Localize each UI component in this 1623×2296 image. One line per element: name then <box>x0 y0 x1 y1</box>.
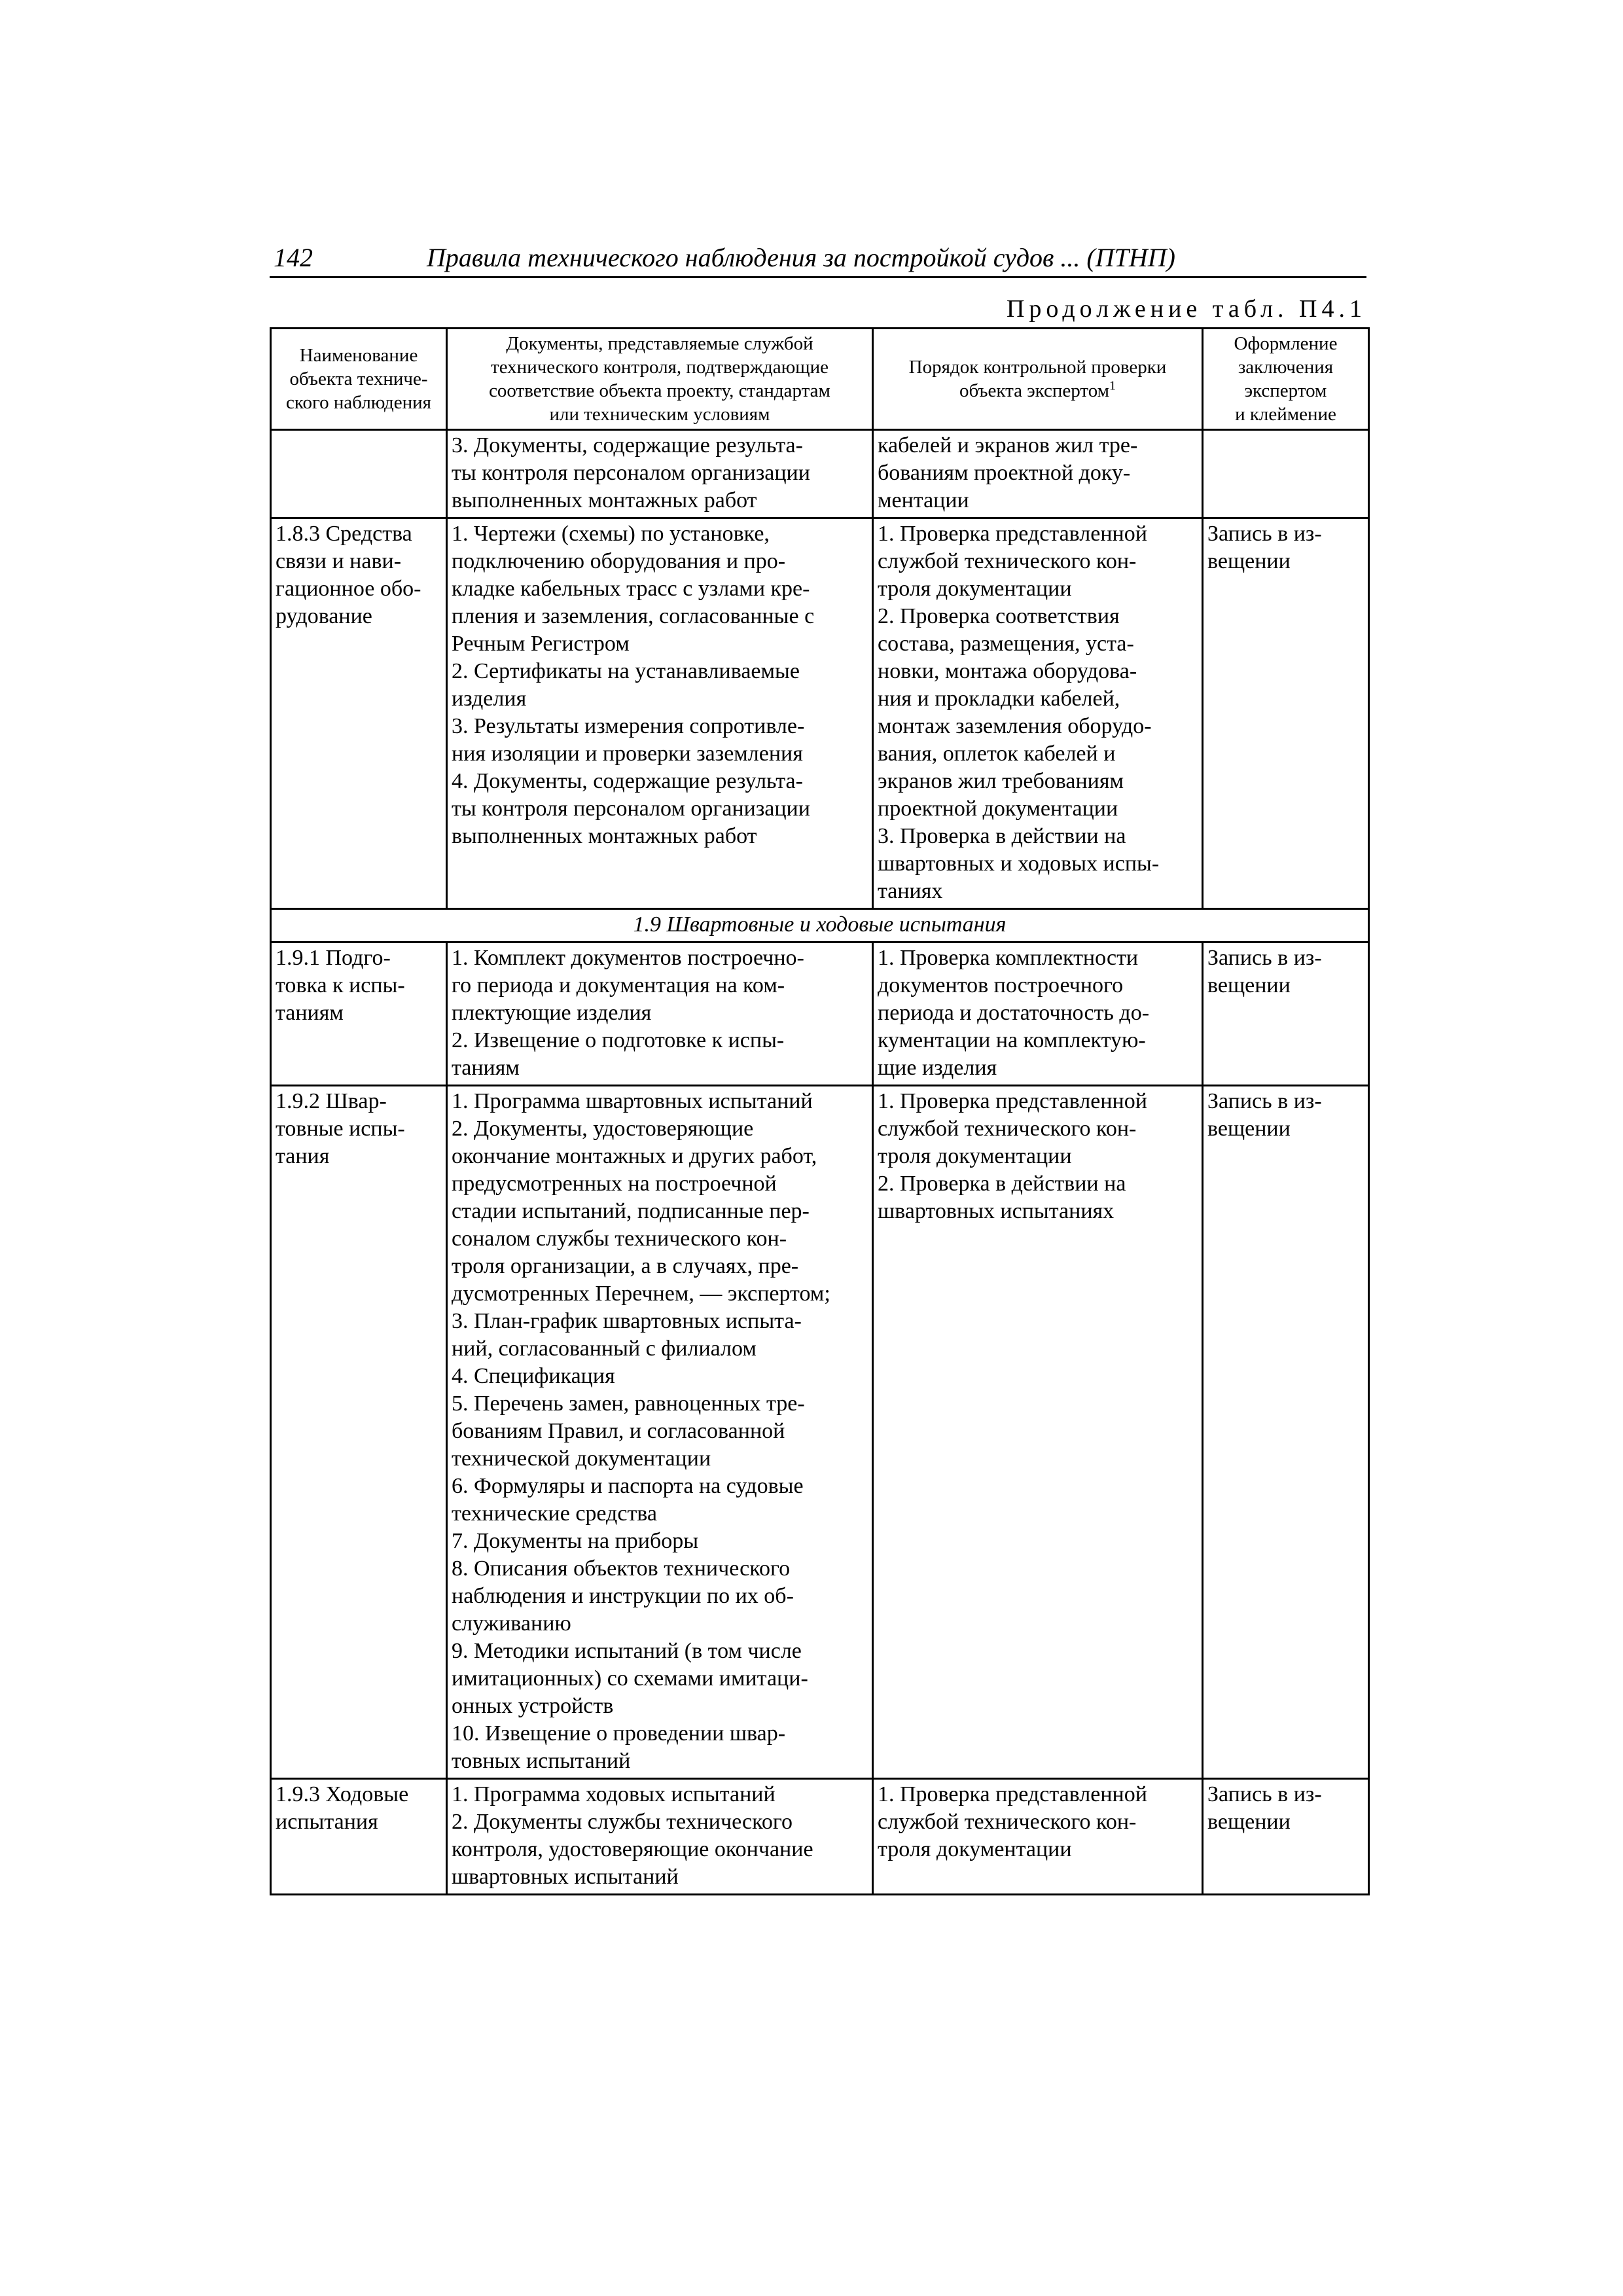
cell-text-line: новки, монтажа оборудова- <box>878 659 1137 683</box>
cell-text-line: экспертом <box>1244 380 1327 401</box>
cell-text-line: троля документации <box>878 1837 1072 1861</box>
cell-text-line: гационное обо- <box>276 577 421 601</box>
cell-text-line: 1.8.3 Средства <box>276 522 412 546</box>
cell-text-line: технического контроля, подтверждающие <box>491 357 829 378</box>
cell-text-line: 3. Результаты измерения сопротивле- <box>452 714 805 738</box>
cell-text-line: 1. Проверка представленной <box>878 1782 1147 1806</box>
cell-text-line: 4. Документы, содержащие результа- <box>452 769 803 793</box>
table-row <box>271 1779 1369 1895</box>
cell-text-line: товка к испы- <box>276 973 405 997</box>
cell-text-line: изделия <box>452 687 527 711</box>
object-cell <box>271 942 447 1086</box>
cell-text-line: Речным Регистром <box>452 632 630 656</box>
running-header <box>270 242 1366 278</box>
documents-cell <box>447 1086 873 1779</box>
conclusion-cell <box>1203 942 1369 1086</box>
cell-text-line: 5. Перечень замен, равноценных тре- <box>452 1391 805 1416</box>
cell-text-line: Оформление <box>1234 333 1338 354</box>
cell-text-line: 3. План-график швартовных испыта- <box>452 1309 802 1333</box>
requirements-table <box>270 327 1370 1895</box>
cell-text-line: соответствие объекта проекту, стандартам <box>489 380 830 401</box>
cell-text-line: ты контроля персоналом организации <box>452 461 810 485</box>
cell-text-line: пления и заземления, согласованные с <box>452 604 815 628</box>
cell-text-line: кабелей и экранов жил тре- <box>878 433 1138 457</box>
cell-text-line: швартовных испытаний <box>452 1865 679 1889</box>
object-cell <box>271 1779 447 1895</box>
cell-text-line: вещении <box>1207 1117 1291 1141</box>
cell-text-line: технические средства <box>452 1501 658 1526</box>
cell-text-line: швартовных испытаниях <box>878 1199 1115 1223</box>
cell-text-line: товные испы- <box>276 1117 405 1141</box>
cell-text-line: ментации <box>878 488 969 512</box>
cell-text-line: или техническим условиям <box>549 404 770 425</box>
object-cell <box>271 430 447 518</box>
cell-text-line: стадии испытаний, подписанные пер- <box>452 1199 810 1223</box>
check-procedure-cell <box>873 518 1203 909</box>
table-row <box>271 518 1369 909</box>
cell-text-line: рудование <box>276 604 372 628</box>
cell-text-line: бованиям проектной доку- <box>878 461 1131 485</box>
cell-text-line: троля документации <box>878 577 1072 601</box>
check-procedure-cell <box>873 1779 1203 1895</box>
cell-text-line: Запись в из- <box>1207 1782 1322 1806</box>
cell-text-line: вания, оплеток кабелей и <box>878 742 1116 766</box>
cell-text-line: 1. Программа ходовых испытаний <box>452 1782 776 1806</box>
cell-text-line: тания <box>276 1144 330 1168</box>
cell-text-line: 9. Методики испытаний (в том числе <box>452 1639 802 1663</box>
cell-text-line: службой технического кон- <box>878 1810 1137 1834</box>
object-cell <box>271 518 447 909</box>
cell-text-line: 2. Документы службы технического <box>452 1810 793 1834</box>
documents-cell <box>447 430 873 518</box>
cell-text-line: таниям <box>276 1001 344 1025</box>
check-procedure-cell <box>873 942 1203 1086</box>
conclusion-cell <box>1203 430 1369 518</box>
cell-text-line: состава, размещения, уста- <box>878 632 1134 656</box>
cell-text-line: соналом службы технического кон- <box>452 1227 787 1251</box>
cell-text-line: служиванию <box>452 1611 571 1636</box>
cell-text-line: товных испытаний <box>452 1749 631 1773</box>
cell-text-line: 2. Проверка соответствия <box>878 604 1120 628</box>
cell-text-line: Порядок контрольной проверки <box>908 357 1167 378</box>
column-header-conclusion <box>1203 329 1369 430</box>
cell-text-line: предусмотренных на построечной <box>452 1172 777 1196</box>
cell-text-line: периода и достаточность до- <box>878 1001 1150 1025</box>
cell-text-line: монтаж заземления оборудо- <box>878 714 1152 738</box>
check-procedure-cell <box>873 430 1203 518</box>
cell-text-line: контроля, удостоверяющие окончание <box>452 1837 813 1861</box>
cell-text-line: выполненных монтажных работ <box>452 824 757 848</box>
cell-text-line: Запись в из- <box>1207 1089 1322 1113</box>
cell-text-line: объекта техниче- <box>289 368 428 389</box>
cell-text-line: 1. Программа швартовных испытаний <box>452 1089 813 1113</box>
cell-text-line: 2. Проверка в действии на <box>878 1172 1126 1196</box>
cell-text-line: плектующие изделия <box>452 1001 652 1025</box>
cell-text-line: дусмотренных Перечнем, — экспертом; <box>452 1282 830 1306</box>
cell-text-line: 1. Проверка представленной <box>878 522 1147 546</box>
cell-text-line: Запись в из- <box>1207 522 1322 546</box>
cell-text-line: кументации на комплектую- <box>878 1028 1146 1052</box>
cell-text-line: 7. Документы на приборы <box>452 1529 699 1553</box>
column-header-check-procedure <box>873 329 1203 430</box>
cell-text-line: заключения <box>1238 357 1334 378</box>
cell-text-line: онных устройств <box>452 1694 614 1718</box>
table-header-row <box>271 329 1369 430</box>
cell-text-line: службой технического кон- <box>878 1117 1137 1141</box>
cell-text-line: ний, согласованный с филиалом <box>452 1336 757 1361</box>
cell-text-line: и клеймение <box>1235 404 1336 425</box>
cell-text-line: имитационных) со схемами имитаци- <box>452 1666 808 1691</box>
table-row <box>271 430 1369 518</box>
cell-text-line: 1. Комплект документов построечно- <box>452 946 804 970</box>
cell-text-line: швартовных и ходовых испы- <box>878 852 1160 876</box>
footnote-marker: 1 <box>1109 379 1116 393</box>
section-row <box>271 909 1369 942</box>
cell-text-line: 10. Извещение о проведении швар- <box>452 1721 786 1746</box>
cell-text-line: Документы, представляемые службой <box>506 333 813 354</box>
cell-text-line: ния изоляции и проверки заземления <box>452 742 803 766</box>
cell-text-line: вещении <box>1207 973 1291 997</box>
cell-text-line: экранов жил требованиям <box>878 769 1124 793</box>
conclusion-cell <box>1203 1086 1369 1779</box>
cell-text-line: Наименование <box>299 345 418 366</box>
object-cell <box>271 1086 447 1779</box>
cell-text-line: троля документации <box>878 1144 1072 1168</box>
cell-text-line: бованиям Правил, и согласованной <box>452 1419 785 1443</box>
cell-text-line: 6. Формуляры и паспорта на судовые <box>452 1474 804 1498</box>
cell-text-line: 1.9.2 Швар- <box>276 1089 387 1113</box>
cell-text-line: испытания <box>276 1810 378 1834</box>
cell-text-line: выполненных монтажных работ <box>452 488 757 512</box>
cell-text-line: объекта экспертом$^1$ <box>959 379 1116 401</box>
check-procedure-cell <box>873 1086 1203 1779</box>
section-title: 1.9 Швартовные и ходовые испытания <box>271 909 1369 942</box>
column-header-documents <box>447 329 873 430</box>
column-header-object <box>271 329 447 430</box>
documents-cell <box>447 942 873 1086</box>
cell-text-line: 2. Документы, удостоверяющие <box>452 1117 754 1141</box>
cell-text-line: наблюдения и инструкции по их об- <box>452 1584 794 1608</box>
cell-text-line: документов построечного <box>878 973 1124 997</box>
cell-text-line: таниях <box>878 879 943 903</box>
conclusion-cell <box>1203 1779 1369 1895</box>
running-title: Правила технического наблюдения за постройкой судов ... (ПТНП) <box>427 243 1175 272</box>
cell-text-line: 1. Проверка представленной <box>878 1089 1147 1113</box>
table-row <box>271 1086 1369 1779</box>
table-continuation-label: Продолжение табл. П4.1 <box>1006 295 1366 323</box>
cell-text-line: 2. Извещение о подготовке к испы- <box>452 1028 785 1052</box>
cell-text-line: службой технического кон- <box>878 549 1137 573</box>
cell-text-line: 4. Спецификация <box>452 1364 615 1388</box>
cell-text-line: 3. Документы, содержащие результа- <box>452 433 803 457</box>
cell-text-line: ского наблюдения <box>285 392 431 413</box>
cell-text-line: подключению оборудования и про- <box>452 549 786 573</box>
cell-text-line: 1.9.1 Подго- <box>276 946 391 970</box>
cell-text-line: 1.9.3 Ходовые <box>276 1782 409 1806</box>
cell-text-line: го периода и документация на ком- <box>452 973 785 997</box>
cell-text-line: Запись в из- <box>1207 946 1322 970</box>
cell-text-line: 3. Проверка в действии на <box>878 824 1126 848</box>
cell-text-line: щие изделия <box>878 1056 997 1080</box>
cell-text-line: 1. Проверка комплектности <box>878 946 1139 970</box>
cell-text-line: вещении <box>1207 1810 1291 1834</box>
cell-text-line: 8. Описания объектов технического <box>452 1556 791 1581</box>
page-number: 142 <box>274 243 313 272</box>
cell-text-line: связи и нави- <box>276 549 402 573</box>
cell-text-line: технической документации <box>452 1446 711 1471</box>
cell-text-line: кладке кабельных трасс с узлами кре- <box>452 577 810 601</box>
table-row <box>271 942 1369 1086</box>
documents-cell <box>447 518 873 909</box>
cell-text-line: окончание монтажных и других работ, <box>452 1144 817 1168</box>
documents-cell <box>447 1779 873 1895</box>
cell-text-line: проектной документации <box>878 797 1118 821</box>
cell-text-line: ты контроля персоналом организации <box>452 797 810 821</box>
cell-text-line: троля организации, а в случаях, пре- <box>452 1254 799 1278</box>
cell-text-line: ния и прокладки кабелей, <box>878 687 1120 711</box>
cell-text-line: вещении <box>1207 549 1291 573</box>
cell-text-line: 2. Сертификаты на устанавливаемые <box>452 659 800 683</box>
cell-text-line: 1. Чертежи (схемы) по установке, <box>452 522 770 546</box>
cell-text-line: таниям <box>452 1056 520 1080</box>
conclusion-cell <box>1203 518 1369 909</box>
